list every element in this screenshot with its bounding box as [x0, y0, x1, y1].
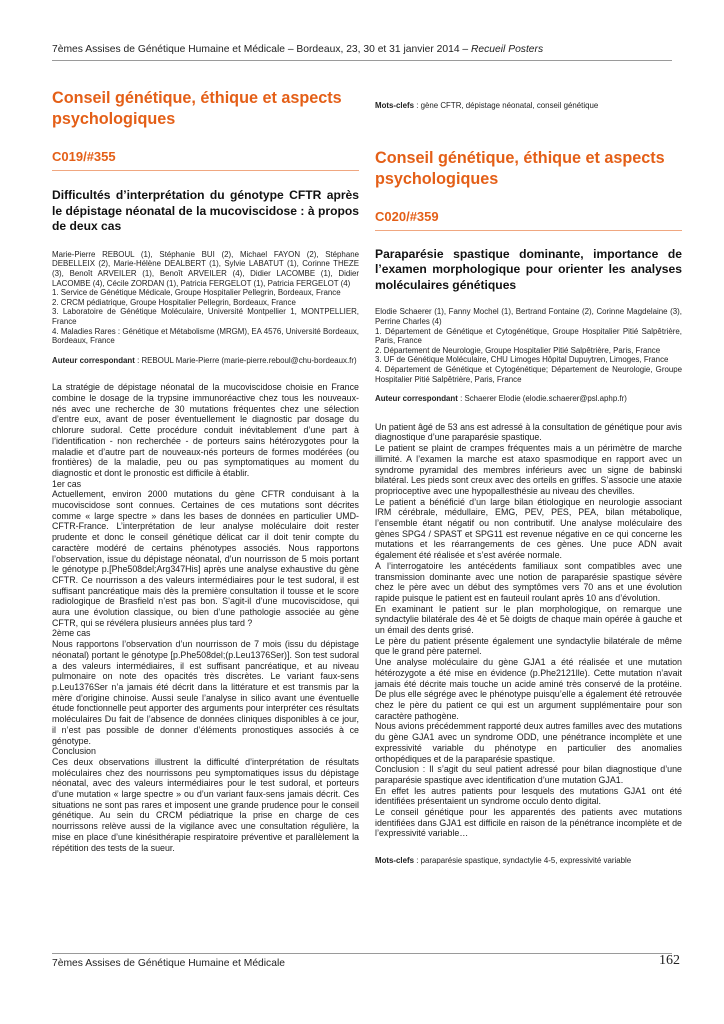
abstract-body — [375, 422, 682, 839]
keywords-value: : paraparésie spastique, syndactylie 4-5, expressivité variable — [414, 856, 632, 866]
section-title: Conseil génétique, éthique et aspects psychologiques — [375, 148, 665, 188]
section-title: Conseil génétique, éthique et aspects psychologiques — [52, 89, 342, 128]
keywords-label: Mots-clefs — [375, 856, 415, 866]
body-paragraph: Ces deux observations illustrent la difficulté d’interprétation de résultats moléculaires chez des nourrissons peu symptomatiques issus du dépistage néonatal, avec des valeurs intermédiaires pour le test sudoral, et porteurs d’une mutation « large spectre » ou d’un variant faux-sens jamais décrit. Ces situations ne sont pas rares et imposent une grande prudence pour le conseil génétique. Au sein du CRCM pédiatrique la prise en charge de ces nourrissons relève aussi de la vigilance avec une consultation régulière, la mise en place d’une kinésithérapie respiratoire préventive et parallèlement la répétition des tests de la sueur. — [52, 756, 359, 853]
body-paragraph: Le conseil génétique pour les apparentés des patients avec mutations identifiées dans GJA1 est difficile en raison de la pénétrance incomplète et de l’expressivité variable… — [375, 807, 682, 839]
running-head — [52, 44, 672, 55]
abstract-id-rule — [52, 170, 359, 171]
corresponding-label: Auteur correspondant — [375, 394, 458, 404]
authors: Elodie Schaerer (1), Fanny Mochel (1), Bertrand Fontaine (2), Corinne Magdelaine (3), Perrine Charles (4) — [375, 307, 682, 326]
paper-title: Difficultés d’interprétation du génotype CFTR après le dépistage néonatal de la mucoviscidose : à propos de deux cas — [52, 188, 359, 234]
body-paragraph: Nous rapportons l’observation d’un nourrisson de 7 mois (issu du dépistage néonatal) portant le génotype [p.Phe508del;(p.Leu1376Ser)]. Son test sudoral a des valeurs intermédiaires, il est suffisant pancréatique, et au niveau pulmonaire on note des opacités très discrètes. Le variant faux-sens p.Leu1376Ser n’a jamais été décrit dans la littérature et est transmis par la mère d’origine chinoise. Aussi seule l’analyse in silico avant une éventuelle étude fonctionnelle peut apporter des arguments pour interpréter ces résultats moléculaires Du fait de l’absence de données cliniques disponibles à ce jour, il n’est pas possible de donner d’éléments pronostiques associés à ce génotype. — [52, 639, 359, 746]
affiliation: 4. Département de Génétique et Cytogénétique; Département de Neurologie, Groupe Hospitalier Pitié Salpêtrière, Paris, France — [375, 364, 682, 384]
running-head-italic: Recueil Posters — [471, 44, 544, 55]
keywords-bottom — [375, 856, 682, 866]
corresponding-label: Auteur correspondant — [52, 355, 135, 365]
body-paragraph: En effet les autres patients pour lesquels des mutations GJA1 ont été identifiées présentaient un syndrome occulo dento digital. — [375, 785, 682, 807]
affiliation: 3. Laboratoire de Génétique Moléculaire, Université Montpellier 1, MONTPELLIER, France — [52, 307, 359, 326]
body-paragraph: Une analyse moléculaire du gène GJA1 a été réalisée et une mutation hétérozygote a été mise en évidence (p.Phe2121lle). Cette mutation n’avait jamais été décrite mais touche un acide aminé très conservé de la protéine. De plus elle ségrége avec le phénotype puisqu’elle a également été retrouvée chez le père du patient ce qui est un argument supplémentaire pour son caractère pathogène. — [375, 657, 682, 721]
keywords-top — [375, 101, 682, 111]
header-rule — [52, 60, 672, 61]
body-paragraph: En examinant le patient sur le plan morphologique, on remarque une syndactylie bilatérale des 4è et 5è doigts de chaque main opérée à gauche et un émail des dents grisé. — [375, 603, 682, 636]
page-number: 162 — [659, 953, 680, 968]
body-paragraph: Nous avions précédemment rapporté deux autres familles avec des mutations du gène GJA1 avec un syndrome ODD, une pénétrance incomplète et une expressivité variable du phénotype en particulier des anomalies orthopédiques et de la paraparésie spastique. — [375, 721, 682, 764]
authors: Marie-Pierre REBOUL (1), Stéphanie BUI (2), Michael FAYON (2), Stéphane DEBELLEIX (2), Marie-Hélène DEALBERT (1), Sylvie LABATUT (1), Corinne THEZE (3), Benoît ARVEILER (1), Benoît ARVEILER (4), Didier LACOMBE (1), Didier LACOMBE (4), Cécile ZORDAN (1), Patricia FERGELOT (1), Patricia FERGELOT (4) — [52, 249, 359, 288]
corresponding-value: : REBOUL Marie-Pierre (marie-pierre.reboul@chu-bordeaux.fr) — [134, 355, 357, 365]
body-subheading: 1er cas — [52, 478, 82, 489]
body-paragraph: Un patient âgé de 53 ans est adressé à la consultation de génétique pour avis diagnostique d’une paraparésie spastique. — [375, 421, 682, 443]
affiliation: 1. Service de Génétique Médicale, Groupe Hospitalier Pellegrin, Bordeaux, France — [52, 288, 341, 298]
paper-title: Paraparésie spastique dominante, importance de l’examen morphologique pour orienter les analyses moléculaires génétiques — [375, 246, 682, 292]
abstract-id-rule — [375, 230, 682, 231]
corresponding-author — [375, 394, 682, 404]
body-subheading: Conclusion — [52, 746, 96, 757]
body-paragraph: Actuellement, environ 2000 mutations du gène CFTR conduisant à la mucoviscidose sont connues. Certaines de ces mutations sont décrites comme « large spectre » dans les bases de données en particulier UMD-CFTR-France. L’interprétation de leur analyse moléculaire doit rester prudente et donc le conseil génétique délicat car il doit tenir compte du caractère modéré de certains phénotypes associés. Nous rapportons l’observation, issue du dépistage néonatal, d’un nourrisson de 5 mois portant le génotype p.[Phe508del;Arg347His] après une analyse exhaustive du gène CFTR. Ce nourrisson a des valeurs intermédiaires pour le test sudoral, il est suffisant pancréatique mais dès la première consultation il tousse et le score radiologique de Brasfield n’est pas bon. S’agit-il d’une mucoviscidose, qui aura une évolution classique, ou bien d’une pathologie associée au gène CFTR, qui se révélera plusieurs années plus tard ? — [52, 489, 359, 628]
affiliation: 3. UF de Génétique Moléculaire, CHU Limoges Hôpital Dupuytren, Limoges, France — [375, 355, 669, 365]
corresponding-author — [52, 356, 359, 366]
keywords-label: Mots-clefs — [375, 101, 415, 110]
body-paragraph: A l’interrogatoire les antécédents familiaux sont compatibles avec une transmission dominante avec une notion de paraparésie spastique sévère chez le père avec un début des symptômes vers 70 ans et une évolution rapide puisque le patient est en fauteuil roulant après 10 ans d’évolution. — [375, 560, 682, 603]
affiliation: 4. Maladies Rares : Génétique et Métabolisme (MRGM), EA 4576, Université Bordeaux, Bordeaux, France — [52, 326, 359, 346]
abstract-body — [52, 382, 359, 853]
right-column — [375, 84, 682, 866]
left-column — [52, 84, 359, 853]
affiliation: 1. Département de Génétique et Cytogénétique, Groupe Hospitalier Pitié Salpêtrière, Paris, France — [375, 326, 682, 346]
body-paragraph: Le père du patient présente également une syndactylie bilatérale de même que le grand père paternel. — [375, 635, 682, 657]
body-paragraph: La stratégie de dépistage néonatal de la mucoviscidose choisie en France combine le dosage de la trypsine immunoréactive chez tous les nouveaux-nés avec une recherche de 30 mutations fréquentes chez une sélection d’entre eux, avant de poser éventuellement le diagnostic par dosage du chlorure sudoral. Cette procédure conduit inévitablement d’une part à l’identification - non recherchée - de porteurs sains hétérozygotes pour la maladie et d’autre part de nouveaux-nés porteurs de formes modérées (ou frontières) de la maladie, peu ou pas symptomatiques au moment du diagnostic et dont le pronostic est difficile à établir. — [52, 382, 359, 478]
body-paragraph: Le patient a bénéficié d’un large bilan étiologique en neurologie associant IRM cérébrale, médullaire, EMG, PEV, PES, PEA, bilan métabolique, l’ensemble étant négatif ou non contributif. Une analyse moléculaire des gènes SPG4 / SPAST et SPG11 est revenue négative en ce qui concerne les mutations et les réarrangements de ces gènes. Une puce ADN avait également été réalisée et s’est avérée normale. — [375, 496, 682, 561]
keywords-value: : gène CFTR, dépistage néonatal, conseil génétique — [414, 101, 599, 110]
affiliation: 2. Département de Neurologie, Groupe Hospitalier Pitié Salpêtrière, Paris, France — [375, 345, 661, 355]
footer-text: 7èmes Assises de Génétique Humaine et Médicale — [52, 958, 285, 969]
footer-rule — [52, 953, 672, 954]
corresponding-value: : Schaerer Elodie (elodie.schaerer@psl.aphp.fr) — [457, 394, 627, 404]
body-paragraph: Conclusion : Il s’agit du seul patient adressé pour bilan diagnostique d’une paraparésie spastique avec identification d’une mutation GJA1. — [375, 764, 682, 785]
abstract-id: C019/#355 — [52, 149, 116, 164]
running-head-text: 7èmes Assises de Génétique Humaine et Médicale – Bordeaux, 23, 30 et 31 janvier 2014 – — [52, 44, 471, 55]
body-subheading: 2ème cas — [52, 628, 91, 639]
abstract-id: C020/#359 — [375, 208, 439, 224]
body-paragraph: Le patient se plaint de crampes fréquentes mais a un périmètre de marche illimité. A l’examen la marche est ataxo spasmodique en rapport avec un syndrome pyramidal des membres inférieurs avec un signe de babinski bilatéral. Les pieds sont creux avec des orteils en griffes. S’associe une ataxie proprioceptive avec une hypopallesthésie au niveau des chevilles. — [375, 443, 682, 496]
affiliation: 2. CRCM pédiatrique, Groupe Hospitalier Pellegrin, Bordeaux, France — [52, 297, 296, 307]
